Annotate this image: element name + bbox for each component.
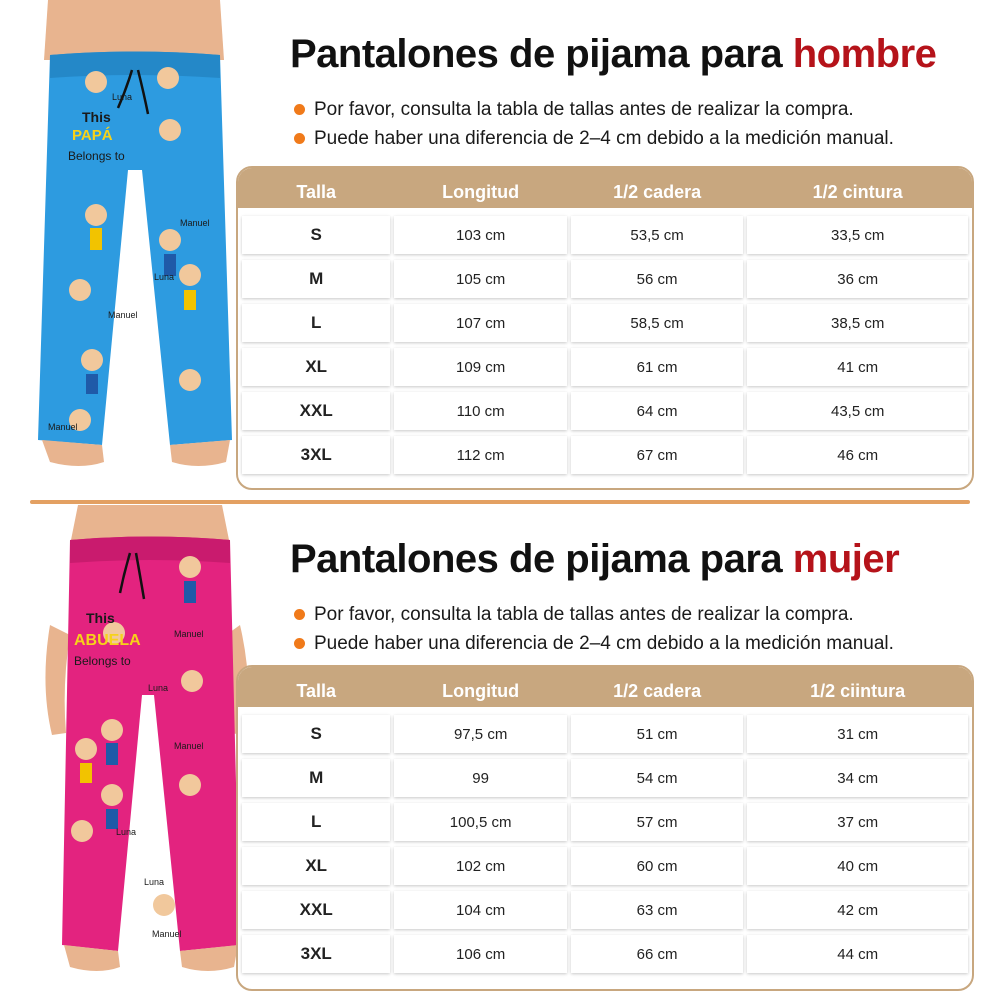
women-print-role: ABUELA [74, 632, 141, 649]
men-print-name-2: Manuel [180, 218, 210, 228]
table-row: 3XL 112 cm 67 cm 46 cm [242, 436, 968, 474]
women-note-1: Por favor, consulta la tabla de tallas antes de realizar la compra. [292, 600, 894, 629]
men-title-accent: hombre [792, 32, 937, 76]
men-print-name-4: Manuel [108, 310, 138, 320]
women-print-name-3: Manuel [174, 741, 204, 751]
men-notes [292, 95, 894, 153]
men-note-1: Por favor, consulta la tabla de tallas antes de realizar la compra. [292, 95, 894, 124]
table-row: XXL 110 cm 64 cm 43,5 cm [242, 392, 968, 430]
table-row: S 97,5 cm 51 cm 31 cm [242, 715, 968, 753]
table-row: L 100,5 cm 57 cm 37 cm [242, 803, 968, 841]
table-row: XL 102 cm 60 cm 40 cm [242, 847, 968, 885]
header-size: Talla [296, 680, 337, 701]
women-size-table [236, 665, 974, 991]
table-row: XL 109 cm 61 cm 41 cm [242, 348, 968, 386]
section-divider [30, 500, 970, 504]
table-row: S 103 cm 53,5 cm 33,5 cm [242, 216, 968, 254]
header-length: Longitud [442, 181, 520, 202]
men-table-header [242, 174, 968, 210]
header-waist: 1/2 ciintura [810, 680, 906, 701]
women-print-name-4: Luna [116, 827, 137, 837]
women-print-name-5: Luna [144, 877, 165, 887]
men-pants-image [20, 0, 250, 495]
table-row: L 107 cm 58,5 cm 38,5 cm [242, 304, 968, 342]
men-note-2: Puede haber una diferencia de 2–4 cm debido a la medición manual. [292, 124, 894, 153]
women-notes [292, 600, 894, 658]
header-length: Longitud [442, 680, 520, 701]
men-print-name-1: Luna [112, 92, 133, 102]
men-section [0, 0, 1000, 495]
women-print-belongs: Belongs to [74, 654, 131, 668]
women-print-name-1: Manuel [174, 629, 204, 639]
women-title-accent: mujer [792, 537, 900, 581]
women-print-name-6: Manuel [152, 929, 182, 939]
men-print-role: PAPÁ [72, 127, 113, 144]
women-table-header [242, 673, 968, 709]
header-size: Talla [296, 181, 337, 202]
men-pants-fabric [38, 52, 232, 446]
table-row: M 105 cm 56 cm 36 cm [242, 260, 968, 298]
men-title: Pantalones de pijama para hombre [290, 32, 937, 76]
women-print-name-2: Luna [148, 683, 169, 693]
women-print-this: This [86, 610, 115, 626]
header-waist: 1/2 cintura [812, 181, 903, 202]
men-print-name-5: Manuel [48, 422, 78, 432]
table-row: XXL 104 cm 63 cm 42 cm [242, 891, 968, 929]
table-row: 3XL 106 cm 66 cm 44 cm [242, 935, 968, 973]
men-print-name-3: Luna [154, 272, 175, 282]
men-print-belongs: Belongs to [68, 149, 125, 163]
men-size-table [236, 166, 974, 490]
women-section [0, 505, 1000, 1000]
women-title: Pantalones de pijama para mujer [290, 537, 900, 581]
women-note-2: Puede haber una diferencia de 2–4 cm debido a la medición manual. [292, 629, 894, 658]
men-print-this: This [82, 109, 111, 125]
header-hip: 1/2 cadera [613, 680, 702, 701]
table-row: M 99 54 cm 34 cm [242, 759, 968, 797]
header-hip: 1/2 cadera [613, 181, 702, 202]
